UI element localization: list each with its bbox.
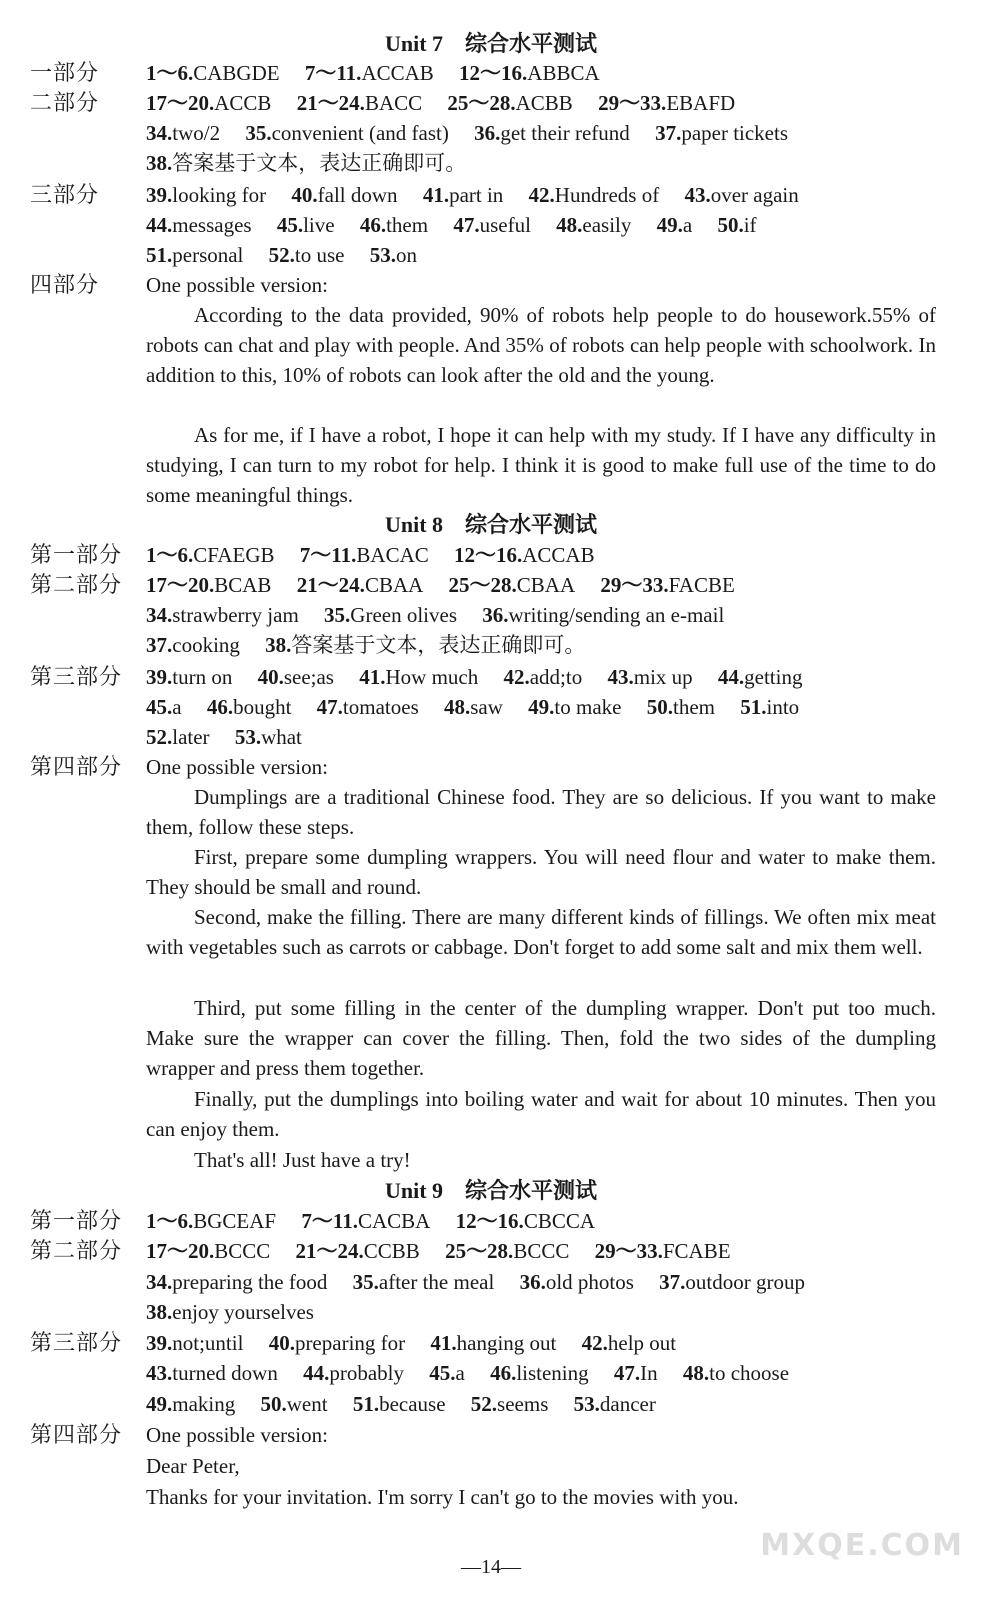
answer-item: 50.went (260, 1392, 328, 1416)
answer-item: 1～6.CABGDE (146, 61, 280, 85)
answer-line (146, 1389, 946, 1419)
answer-item: 40.preparing for (268, 1331, 406, 1355)
section-label: 四部分 (30, 272, 100, 297)
answer-item: 43.mix up (607, 665, 693, 689)
answer-item: 34.strawberry jam (146, 603, 299, 627)
answer-item: 37.outdoor group (659, 1270, 805, 1294)
unit-title-text: Unit 8 (384, 512, 444, 537)
section-label: 第二部分 (30, 572, 123, 597)
answer-item: 25～28.ACBB (447, 91, 573, 115)
answer-line (146, 1267, 946, 1297)
answer-item: 53.on (369, 243, 417, 267)
essay-paragraph: Second, make the filling. There are many different kinds of fillings. We often mix meat with vegetables such as carrots or cabbage. Don't forget to add some salt and mix them well. (146, 905, 936, 960)
answer-item: 39.looking for (146, 183, 267, 207)
answer-item: 48.easily (556, 213, 632, 237)
page-number: —14— (461, 1556, 521, 1578)
section-label: 第一部分 (30, 542, 123, 567)
answer-item: 49.a (656, 213, 693, 237)
answer-item: 49.to make (528, 695, 622, 719)
answer-item: 21～24.CCBB (295, 1239, 420, 1263)
answer-line (146, 58, 946, 88)
answer-item: 12～16.ACCAB (454, 543, 595, 567)
essay-paragraph: Finally, put the dumplings into boiling water and wait for about 10 minutes. Then you can enjoy them. (146, 1087, 936, 1142)
answer-item: 51.personal (146, 243, 244, 267)
answer-line (146, 118, 946, 148)
answer-item: 38.enjoy yourselves (146, 1300, 314, 1324)
answer-line (146, 662, 946, 692)
answer-item: 21～24.CBAA (296, 573, 424, 597)
answer-item: 42.add;to (503, 665, 583, 689)
answer-item: 35.after the meal (352, 1270, 495, 1294)
section-label: 第四部分 (30, 754, 123, 779)
unit-8-title (0, 512, 982, 538)
section-label: 第三部分 (30, 664, 123, 689)
answer-item: 45.live (276, 213, 335, 237)
watermark: MXQE.COM (760, 1528, 964, 1563)
answer-item: 29～33.EBAFD (598, 91, 736, 115)
section-label: 第三部分 (30, 1330, 123, 1355)
unit-title-cn: 综合水平测试 (465, 31, 598, 56)
answer-line (146, 1297, 946, 1327)
answer-item: 37.paper tickets (655, 121, 789, 145)
answer-item: 7～11.ACCAB (304, 61, 434, 85)
answer-item: 46.bought (206, 695, 292, 719)
essay-intro: One possible version: (146, 273, 328, 297)
answer-line (146, 148, 946, 178)
answer-item: 41.hanging out (430, 1331, 557, 1355)
answer-item: 53.dancer (573, 1392, 656, 1416)
answer-item: 39.turn on (146, 665, 233, 689)
answer-item: 48.to choose (682, 1361, 790, 1385)
answer-item: 1～6.CFAEGB (146, 543, 275, 567)
answer-line (146, 692, 946, 722)
answer-item: 36.old photos (519, 1270, 634, 1294)
answer-item: 44.getting (717, 665, 803, 689)
unit-7-title (0, 31, 982, 57)
answer-item: 38.答案基于文本，表达正确即可。 (146, 151, 467, 175)
answer-item: 38.答案基于文本，表达正确即可。 (265, 633, 586, 657)
answer-item: 12～16.CBCCA (455, 1209, 596, 1233)
answer-item: 17～20.BCCC (146, 1239, 271, 1263)
answer-line (146, 88, 946, 118)
answer-item: 12～16.ABBCA (459, 61, 600, 85)
essay-paragraph: According to the data provided, 90% of robots help people to do housework.55% of robots can chat and play with people. And 35% of robots can help people with schoolwork. In addition to this, 10% of robots can look after the old and the young. (146, 303, 936, 388)
answer-item: 37.cooking (146, 633, 240, 657)
answer-item: 36.writing/sending an e-mail (482, 603, 725, 627)
answer-item: 29～33.FACBE (600, 573, 735, 597)
unit-title-cn: 综合水平测试 (465, 1178, 598, 1203)
answer-item: 41.part in (422, 183, 504, 207)
answer-item: 25～28.CBAA (448, 573, 576, 597)
section-label: 第四部分 (30, 1422, 123, 1447)
answer-line (146, 240, 946, 270)
essay-paragraph: First, prepare some dumpling wrappers. You will need flour and water to make them. They should be small and round. (146, 845, 936, 900)
answer-item: 44.messages (146, 213, 252, 237)
answer-item: 25～28.BCCC (445, 1239, 570, 1263)
essay-paragraph: Thanks for your invitation. I'm sorry I can't go to the movies with you. (146, 1485, 739, 1509)
answer-item: 42.help out (581, 1331, 677, 1355)
answer-item: 48.saw (444, 695, 503, 719)
answer-item: 46.listening (490, 1361, 589, 1385)
answer-line (146, 1358, 946, 1388)
section-label: 一部分 (30, 60, 100, 85)
answer-item: 50.if (717, 213, 757, 237)
essay-paragraph: Dumplings are a traditional Chinese food. They are so delicious. If you want to make them, follow these steps. (146, 785, 936, 840)
section-label: 第一部分 (30, 1208, 123, 1233)
answer-item: 17～20.BCAB (146, 573, 272, 597)
answer-item: 36.get their refund (474, 121, 630, 145)
section-label: 三部分 (30, 182, 100, 207)
answer-item: 52.seems (470, 1392, 549, 1416)
answer-line (146, 180, 946, 210)
answer-line (146, 540, 946, 570)
answer-item: 46.them (359, 213, 429, 237)
answer-item: 49.making (146, 1392, 236, 1416)
unit-title-text: Unit 9 (384, 1178, 444, 1203)
letter-salutation: Dear Peter, (146, 1454, 240, 1478)
essay-paragraph: That's all! Just have a try! (194, 1148, 411, 1172)
unit-title-cn: 综合水平测试 (465, 512, 598, 537)
answer-item: 45.a (429, 1361, 465, 1385)
answer-item: 1～6.BGCEAF (146, 1209, 277, 1233)
answer-line (146, 570, 946, 600)
answer-item: 40.fall down (291, 183, 398, 207)
unit-title-text: Unit 7 (384, 31, 444, 56)
answer-item: 47.In (613, 1361, 658, 1385)
essay-paragraph: Third, put some filling in the center of the dumpling wrapper. Don't put too much. Make sure the wrapper can cover the filling. Then, fold the two sides of the dumpling wrapper and press them together. (146, 996, 936, 1081)
answer-item: 7～11.BACAC (299, 543, 429, 567)
answer-item: 44.probably (303, 1361, 404, 1385)
answer-line (146, 210, 946, 240)
essay-paragraph: As for me, if I have a robot, I hope it can help with my study. If I have any difficulty in studying, I can turn to my robot for help. I think it is good to make full use of the time to do some meaningful things. (146, 423, 936, 508)
answer-item: 53.what (234, 725, 302, 749)
answer-item: 34.two/2 (146, 121, 221, 145)
answer-item: 39.not;until (146, 1331, 244, 1355)
answer-item: 50.them (646, 695, 715, 719)
answer-item: 41.How much (359, 665, 479, 689)
answer-item: 51.into (740, 695, 800, 719)
answer-item: 47.tomatoes (316, 695, 419, 719)
answer-item: 52.to use (268, 243, 345, 267)
answer-item: 42.Hundreds of (528, 183, 660, 207)
answer-item: 45.a (146, 695, 182, 719)
answer-item: 52.later (146, 725, 210, 749)
answer-item: 35.Green olives (324, 603, 458, 627)
answer-item: 21～24.BACC (296, 91, 423, 115)
answer-item: 40.see;as (257, 665, 334, 689)
answer-item: 17～20.ACCB (146, 91, 272, 115)
essay-intro: One possible version: (146, 1423, 328, 1447)
section-label: 二部分 (30, 90, 100, 115)
answer-line (146, 600, 946, 630)
answer-line (146, 1236, 946, 1266)
answer-item: 35.convenient (and fast) (245, 121, 449, 145)
answer-item: 43.over again (684, 183, 799, 207)
essay-intro: One possible version: (146, 755, 328, 779)
answer-item: 29～33.FCABE (594, 1239, 731, 1263)
answer-line (146, 722, 946, 752)
answer-item: 51.because (352, 1392, 446, 1416)
answer-line (146, 630, 946, 660)
answer-item: 34.preparing the food (146, 1270, 328, 1294)
answer-item: 47.useful (453, 213, 531, 237)
answer-item: 43.turned down (146, 1361, 278, 1385)
answer-item: 7～11.CACBA (301, 1209, 431, 1233)
unit-9-title (0, 1178, 982, 1204)
section-label: 第二部分 (30, 1238, 123, 1263)
answer-line (146, 1206, 946, 1236)
answer-line (146, 1328, 946, 1358)
